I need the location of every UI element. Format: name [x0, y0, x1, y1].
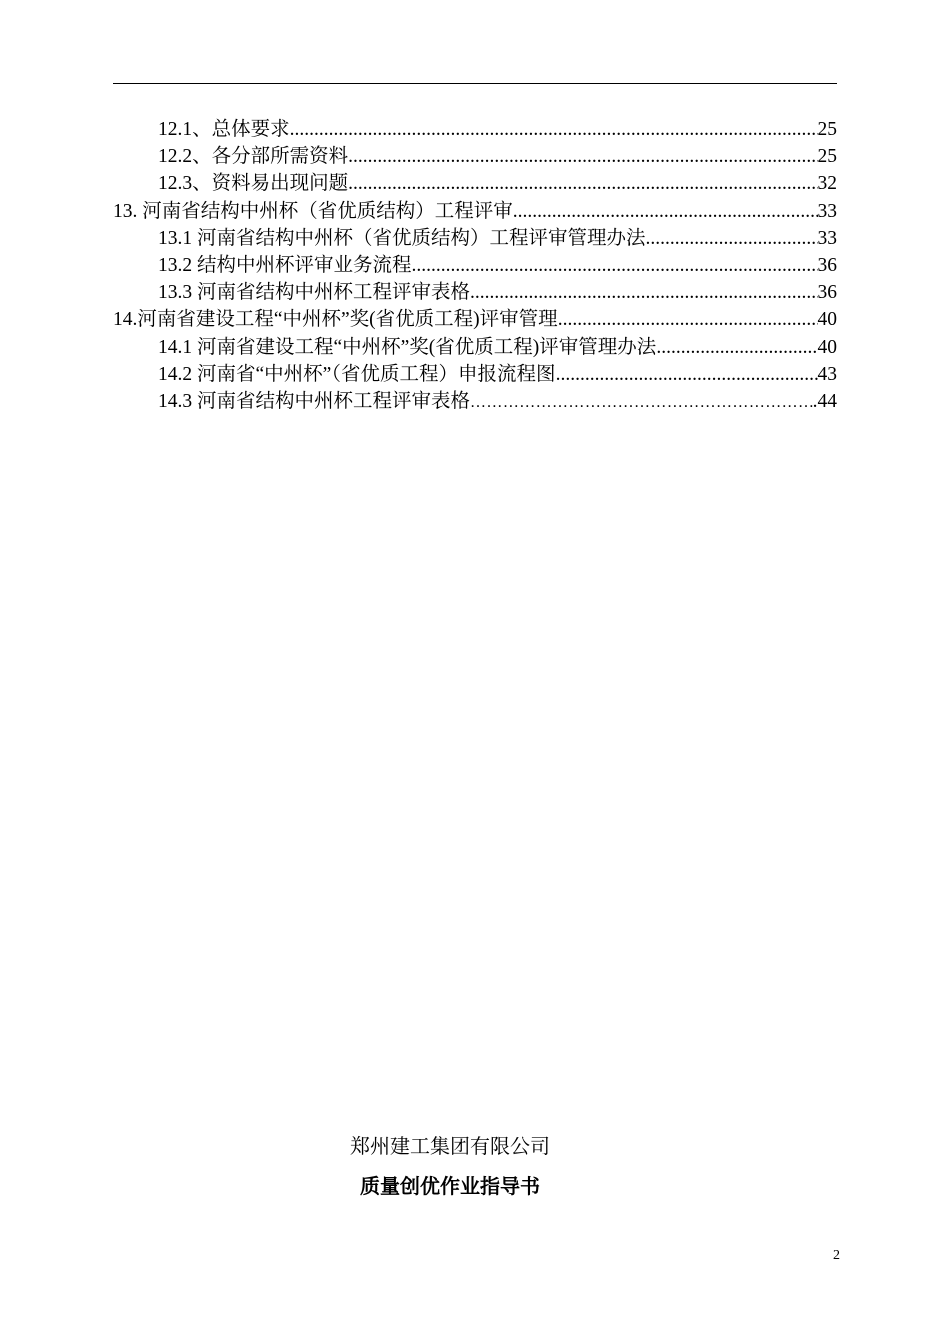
header-rule	[113, 83, 837, 84]
toc-entry-page: .44	[812, 390, 837, 412]
toc-entry-12-1[interactable]	[113, 116, 837, 143]
toc-entry-label: 14.2 河南省“中州杯”（省优质工程）申报流程图	[158, 363, 556, 385]
toc-entry-page: 33	[817, 227, 837, 249]
page-number: 2	[833, 1248, 840, 1263]
toc-entry-page: 25	[817, 119, 837, 140]
toc-dot-leader	[556, 361, 818, 388]
toc-dot-leader	[290, 116, 818, 143]
toc-entry-12-3[interactable]	[113, 170, 837, 197]
document-title: 质量创优作业指导书	[360, 1176, 540, 1198]
toc-dot-leader	[470, 279, 817, 306]
toc-entry-13-2[interactable]	[113, 252, 837, 279]
company-name: 郑州建工集团有限公司	[350, 1136, 550, 1158]
toc-entry-page: 43	[817, 363, 837, 385]
toc-entry-label: 14.3 河南省结构中州杯工程评审表格	[158, 390, 471, 412]
toc-entry-label: 14.1 河南省建设工程“中州杯”奖(省优质工程)评审管理办法	[158, 336, 657, 358]
toc-entry-page: 33	[817, 200, 837, 222]
toc-dot-leader	[348, 170, 817, 197]
toc-entry-label: 13.2 结构中州杯评审业务流程	[158, 254, 412, 276]
toc-entry-label: 12.3、资料易出现问题	[158, 173, 349, 195]
toc-entry-page: 32	[817, 173, 837, 195]
toc-entry-14-3[interactable]	[113, 388, 837, 415]
toc-entry-page: 40	[817, 309, 837, 331]
toc-dot-leader	[646, 225, 818, 252]
toc-dot-leader	[656, 334, 817, 361]
toc-entry-page: 36	[817, 254, 837, 276]
toc-entry-14[interactable]	[113, 306, 837, 333]
toc-entry-14-2[interactable]	[113, 361, 837, 388]
toc-entry-label: 13.3 河南省结构中州杯工程评审表格	[158, 282, 471, 304]
toc-entry-14-1[interactable]	[113, 334, 837, 361]
toc-entry-13-1[interactable]	[113, 225, 837, 252]
table-of-contents	[113, 116, 837, 415]
toc-dot-leader	[470, 389, 813, 416]
toc-dot-leader	[513, 198, 818, 225]
toc-dot-leader	[558, 306, 818, 333]
toc-entry-13[interactable]	[113, 198, 837, 225]
toc-entry-label: 13.1 河南省结构中州杯（省优质结构）工程评审管理办法	[158, 227, 646, 249]
toc-entry-label: 13. 河南省结构中州杯（省优质结构）工程评审	[113, 200, 513, 222]
toc-entry-label: 14.河南省建设工程“中州杯”奖(省优质工程)评审管理	[113, 309, 558, 331]
toc-dot-leader	[412, 252, 818, 279]
toc-dot-leader	[348, 143, 817, 170]
toc-entry-label: 12.2、各分部所需资料	[158, 146, 349, 168]
toc-entry-page: 40	[817, 336, 837, 358]
toc-entry-page: 36	[817, 282, 837, 304]
toc-entry-12-2[interactable]	[113, 143, 837, 170]
toc-entry-13-3[interactable]	[113, 279, 837, 306]
toc-entry-label: 12.1、总体要求	[158, 119, 290, 140]
toc-entry-page: 25	[817, 146, 837, 168]
